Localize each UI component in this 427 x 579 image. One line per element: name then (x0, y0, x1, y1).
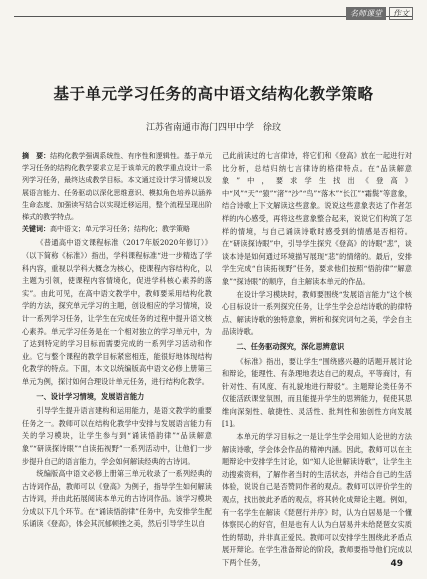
page-number: 49 (390, 559, 403, 569)
body-paragraph: 本单元的学习目标之一是让学生学会用知人论世的方法解读诗歌，学会体会作品的精神内涵。因此，教师可以在主题辩论中安排学生讨论，如“知人论世解读诗歌”，让学生主动搜索资料，了解作者当时的生活状态，并结合自己的生活体验，说说自己是否赞同作者的观点。教师可以评价学生的观点，找出彼此矛盾的观点，将其转化成辩论主题。例如，有一名学生在解读《琵琶行并序》时，认为白居易是一个懂体察民心的好官，但是也有人认为白居易并未给琵琶女实质性的帮助，并非真正爱民。教师可以安排学生围绕此矛盾点展开辩论。在学生准备辩论的阶段，教师要指导他们完成以下两个任务， (222, 432, 412, 567)
abstract-text: 结构化教学强调系统性、有序性和逻辑性。基于单元学习任务的结构化教学要求立足于该单元的教学重点设计一系列学习任务，最终达成教学目标。本文通过设计学习情境以发展语言能力、任务驱动以深化思维意识、模拟角色培养以涵养生命态度、加强读写结合以实现迁移运用，整个流程呈现出阶梯式的教学特点。 (22, 152, 213, 222)
body-paragraph: 己此前读过的七言律诗，将它们和《登高》放在一起进行对比分析，总结归纳七言律诗的格律特点。在“品读解意象”中，要求学生找出《登高》中“风”“天”“猿”“渚”“沙”“鸟”“落木”“长江”“霜鬓”等意象，结合诗歌上下文解读这些意象。说说这些意象表达了作者怎样的内心感受，再将这些意象整合起来，说说它们构筑了怎样的情境，与自己诵读诗歌时感受到的情感是否相符。在“研读探诗眼”中，引导学生探究《登高》的诗眼“悲”，谈谈本诗是如何通过环境描写展现“悲”的情绪的。最后，安排学生完成“自读拓视野”任务，要求他们按照“悟韵律”“解意象”“探诗眼”的顺序，自主解读本单元的作品。 (222, 151, 412, 286)
section-heading: 一、设计学习情境，发展语言能力 (36, 391, 145, 401)
column-tag-secondary: 作文 (389, 7, 413, 20)
body-paragraph: 统编版高中语文必修上册第三单元收录了一系列经典的古诗词作品，教师可以《登高》为例子，指导学生如何解读古诗词，并由此拓展阅读本单元的古诗词作品。该学习模块分成以下几个环节。在“诵读悟韵律”任务中，先安排学生配乐诵读《登高》，体会其沉郁顿挫之美，然后引导学生以自 (22, 469, 212, 529)
keywords-text: 高中语文；单元学习任务；结构化；教学策略 (50, 225, 190, 234)
keywords-label: 关键词： (22, 225, 50, 234)
article-title: 基于单元学习任务的高中语文结构化教学策略 (53, 85, 374, 103)
article-author: 江苏省南通市海门四甲中学 徐玟 (145, 123, 281, 133)
body-paragraph: 《普通高中语文课程标准（2017年版2020年修订）》（以下简称《标准》）指出，学科课程标准“进一步精选了学科内容，重视以学科大概念为核心，使课程内容结构化，以主题为引领，使课程内容情境化，促进学科核心素养的落实”。由此可见，在高中语文教学中，教师要采用结构化教学的方法，探究单元学习的主题，创设相应的学习情境，设计一系列学习任务，让学生在完成任务的过程中提升语文核心素养。单元学习任务是在一个相对独立的学习单元中，为了达到特定的学习目标而需要完成的一系列学习活动和作业。它与整个课程的教学目标紧密相连，能很好地体现结构化教学的特点。下面，本文以统编版高中语文必修上册第三单元为例，探讨如何合理设计单元任务，进行结构化教学。 (22, 238, 212, 386)
abstract-label: 摘 要： (22, 152, 51, 160)
body-paragraph: 《标准》指出，要让学生“围绕感兴趣的话题开展讨论和辩论，能理性、有条理地表达自己的观点，平等商讨，有针对性、有风度、有礼貌地进行辩驳”。主题辩论类任务不仅能活跃课堂氛围，而且能提升学生的思辨能力，促使其思维向深刻性、敏捷性、灵活性、批判性和独创性方向发展[1]。 (222, 356, 412, 429)
abstract (22, 150, 212, 223)
column-tag (346, 6, 413, 20)
column-tag-primary: 名师课堂 (346, 7, 386, 20)
keywords (22, 223, 212, 235)
left-column (22, 150, 212, 531)
section-heading: 二、任务驱动探究，深化思辨意识 (236, 341, 345, 351)
right-column (222, 150, 412, 570)
body-paragraph: 引导学生提升语言建构和运用能力，是语文教学的重要任务之一。教师可以在结构化教学中安排与发展语言能力有关的学习模块，让学生参与到“诵读悟韵律”“品读解意象”“研读探诗眼”“自读拓视野”一系列活动中，让他们一步步提升自己的语言能力，学会如何解读经典的古诗词。 (22, 406, 212, 466)
body-paragraph: 在设计学习模块时，教师要围绕“发展语言能力”这个核心目标设计一系列探究任务，让学生学会总结诗歌的韵律特点、解读诗歌的独特意象，辨析和探究词句之美，学会自主品读诗歌。 (222, 289, 412, 337)
